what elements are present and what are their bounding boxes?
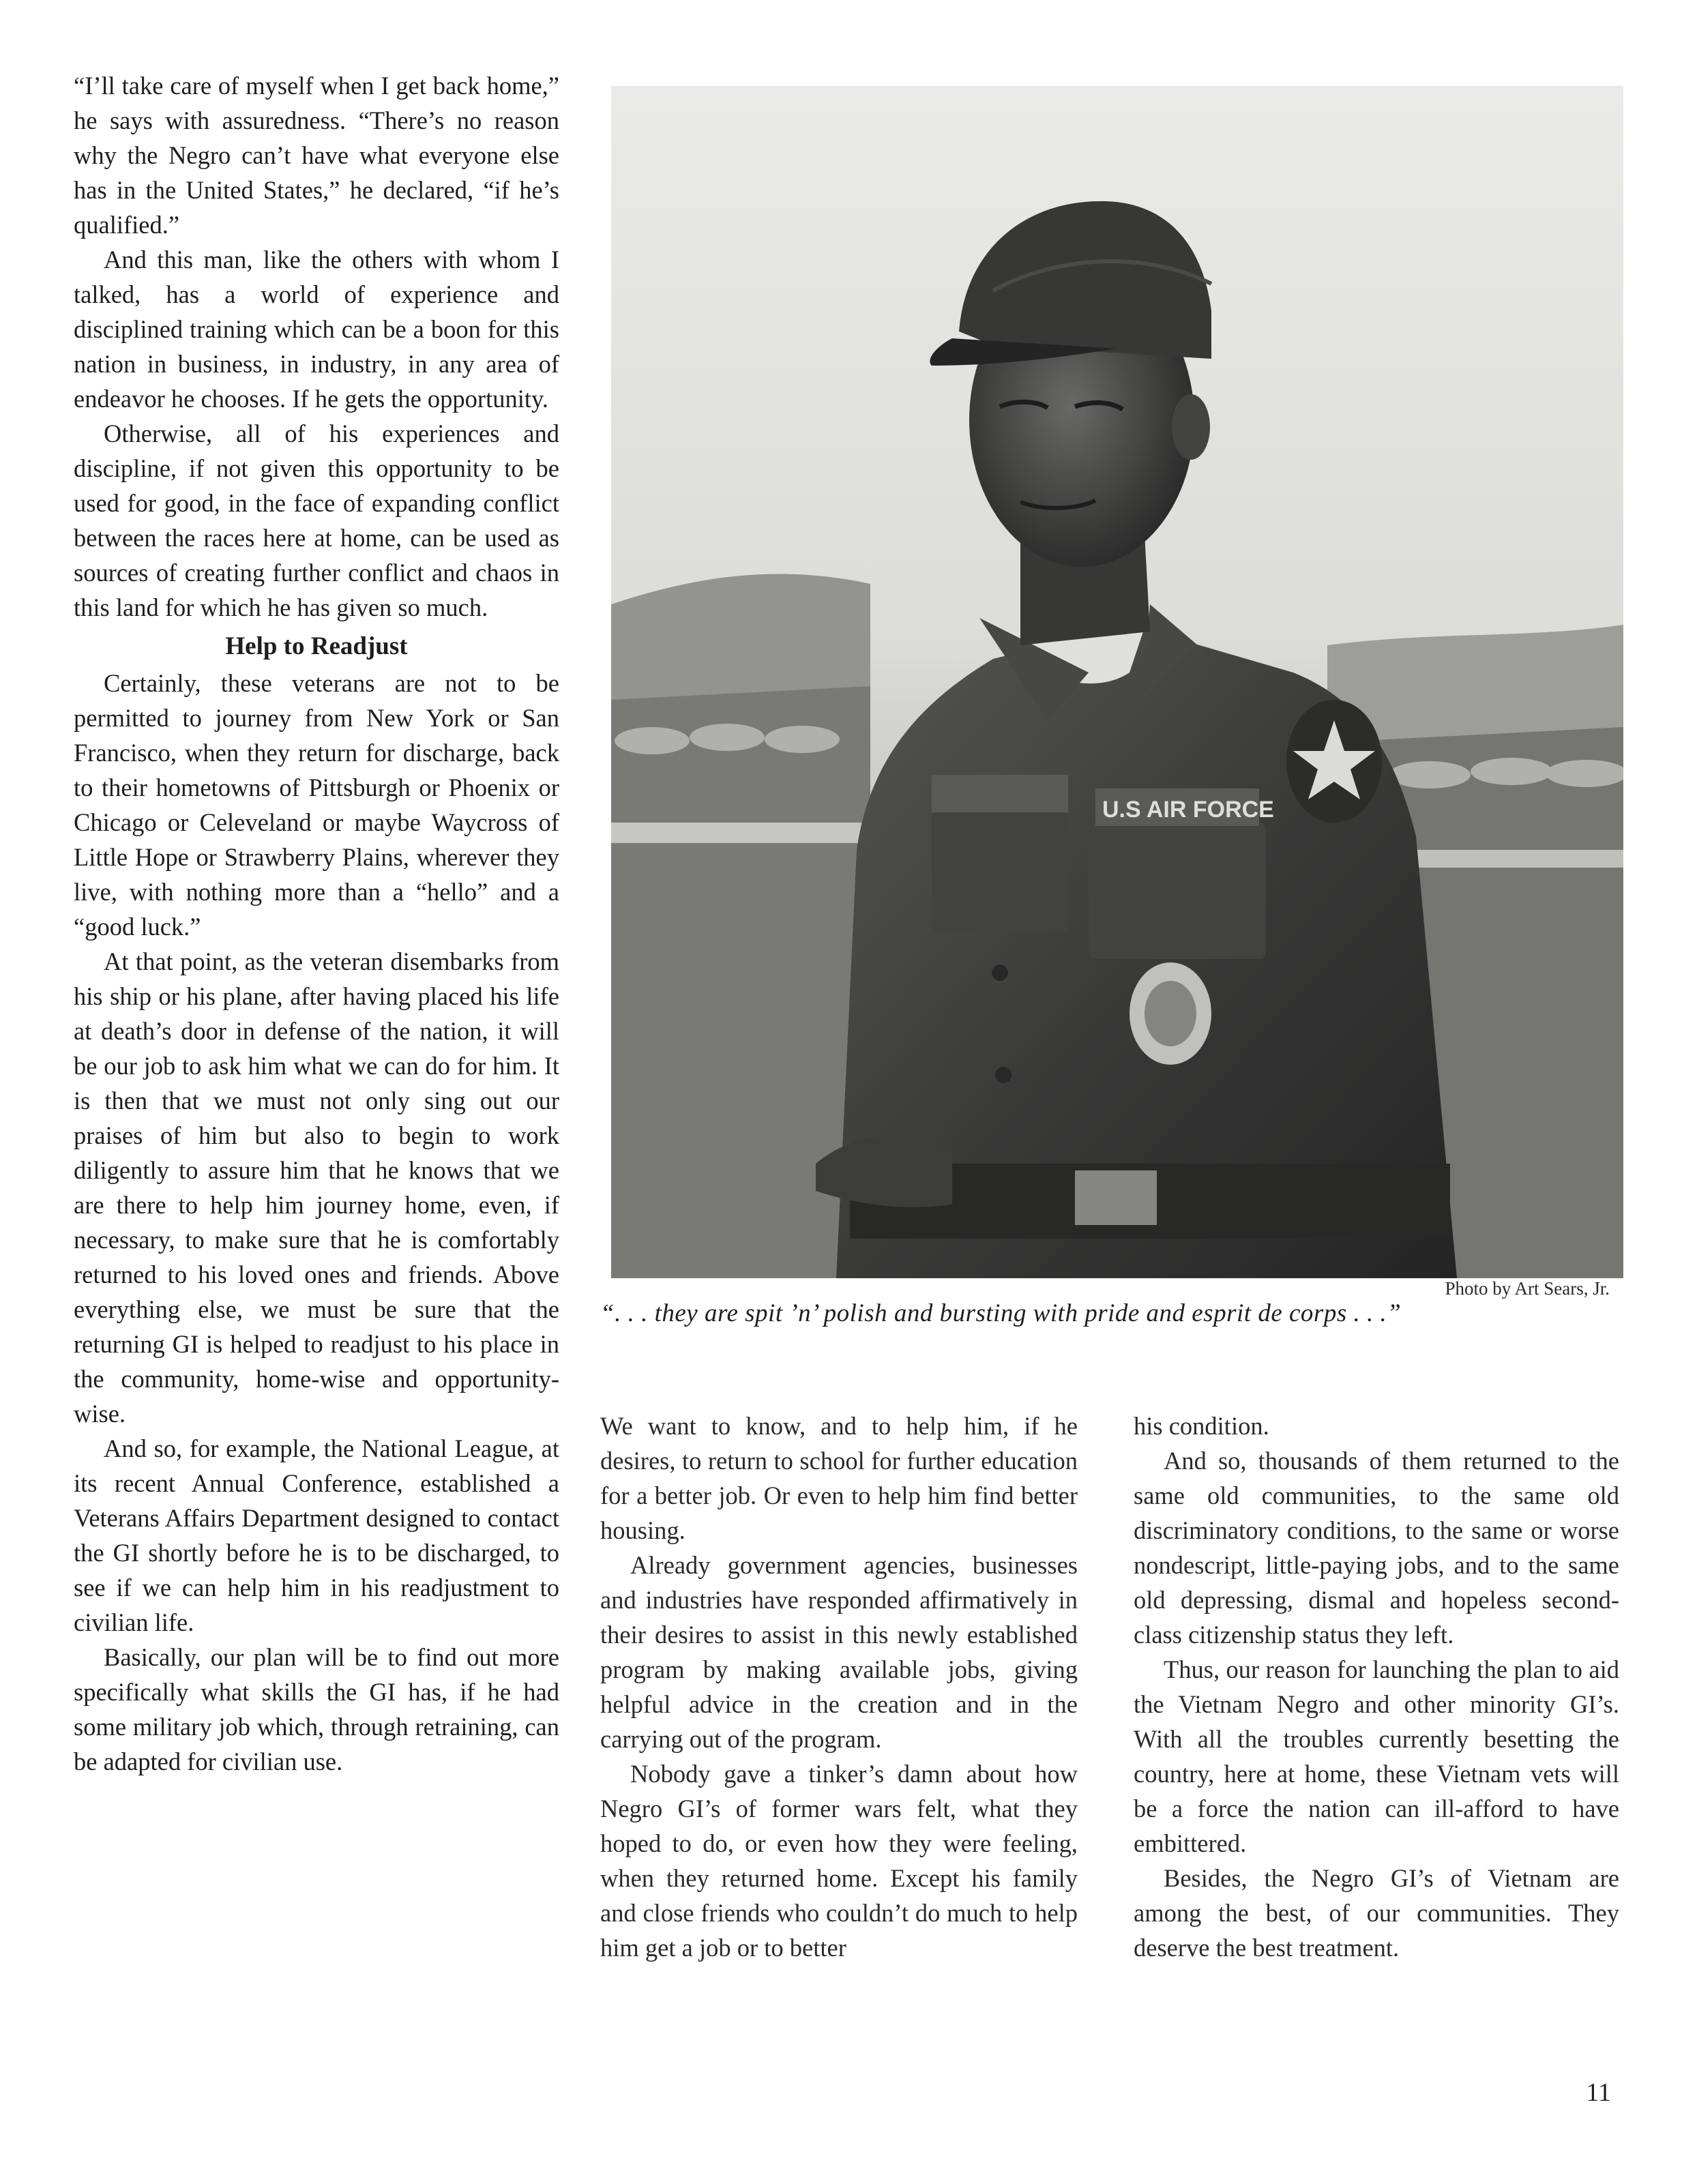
paragraph: Nobody gave a tinker’s damn about how Negro GI’s of former wars felt, what they hoped to do, or even how they were feeling, when they returned home. Except his family and close friends who couldn’t do much to help him get a job or to better [600, 1760, 1078, 1962]
paragraph: Certainly, these veterans are not to be permitted to journey from New York or San Francisco, when they return for discharge, back to their hometowns of Pittsburgh or Phoenix or Chicago or Celeveland or maybe Waycross of Little Hope or Strawberry Plains, wherever they live, with nothing more than a “hello” and a “good luck.” [74, 669, 559, 941]
paragraph: his condition. [1134, 1412, 1269, 1440]
photo-caption: “. . . they are spit ’n’ polish and bursting with pride and esprit de corps . . .” [600, 1299, 1402, 1327]
middle-column [600, 1408, 1078, 1965]
paragraph: We want to know, and to help him, if he desires, to return to school for further education for a better job. Or even to help him find better housing. [600, 1412, 1078, 1544]
paragraph: Otherwise, all of his experiences and discipline, if not given this opportunity to be used for good, in the face of expanding conflict between the races here at home, can be used as sources of creating further conflict and chaos in this land for which he has given so much. [74, 419, 559, 621]
paragraph: Besides, the Negro GI’s of Vietnam are among the best, of our communities. They deserve the best treatment. [1134, 1864, 1619, 1962]
paragraph: And so, for example, the National League, at its recent Annual Conference, established a Veterans Affairs Department designed to contact the GI shortly before he is to be discharged, to see if we can help him in his readjustment to civilian life. [74, 1434, 559, 1636]
page-number: 11 [1586, 2078, 1611, 2107]
paragraph: And this man, like the others with whom I talked, has a world of experience and disciplined training which can be a boon for this nation in business, in industry, in any area of endeavor he chooses. If he gets the opportunity. [74, 246, 559, 413]
paragraph: And so, thousands of them returned to the same old communities, to the same old discriminatory conditions, to the same or worse nondescript, little-paying jobs, and to the same old depressing, dismal and hopeless second-class citizenship status they left. [1134, 1447, 1619, 1649]
right-column [1134, 1408, 1619, 1965]
photo-credit: Photo by Art Sears, Jr. [1445, 1278, 1610, 1299]
paragraph: Basically, our plan will be to find out more specifically what skills the GI has, if he had some military job which, through retraining, can be adapted for civilian use. [74, 1643, 559, 1775]
soldier-photo [611, 86, 1623, 1278]
section-heading: Help to Readjust [225, 632, 408, 660]
left-column [74, 68, 559, 1779]
paragraph: “I’ll take care of myself when I get back home,” he says with assuredness. “There’s no reason why the Negro can’t have what everyone else has in the United States,” he declared, “if he’s qualified.” [74, 72, 559, 239]
paragraph: Already government agencies, businesses and industries have responded affirmatively in their desires to assist in this newly established program by making available jobs, giving helpful advice in the creation and in the carrying out of the program. [600, 1551, 1078, 1753]
paragraph: Thus, our reason for launching the plan to aid the Vietnam Negro and other minority GI’s. With all the troubles currently besetting the country, here at home, these Vietnam vets will be a force the nation can ill-afford to have embittered. [1134, 1655, 1619, 1857]
shirt-tag: U.S AIR FORCE [1102, 797, 1274, 823]
paragraph: At that point, as the veteran disembarks from his ship or his plane, after having placed his life at death’s door in defense of the nation, it will be our job to ask him what we can do for him. It is then that we must not only sing out our praises of him but also to begin to work diligently to assure him that he knows that we are there to help him journey home, even, if necessary, to make sure that he is comfortably returned to his loved ones and friends. Above everything else, we must be sure that the returning GI is helped to readjust to his place in the community, home-wise and opportunity-wise. [74, 947, 559, 1428]
